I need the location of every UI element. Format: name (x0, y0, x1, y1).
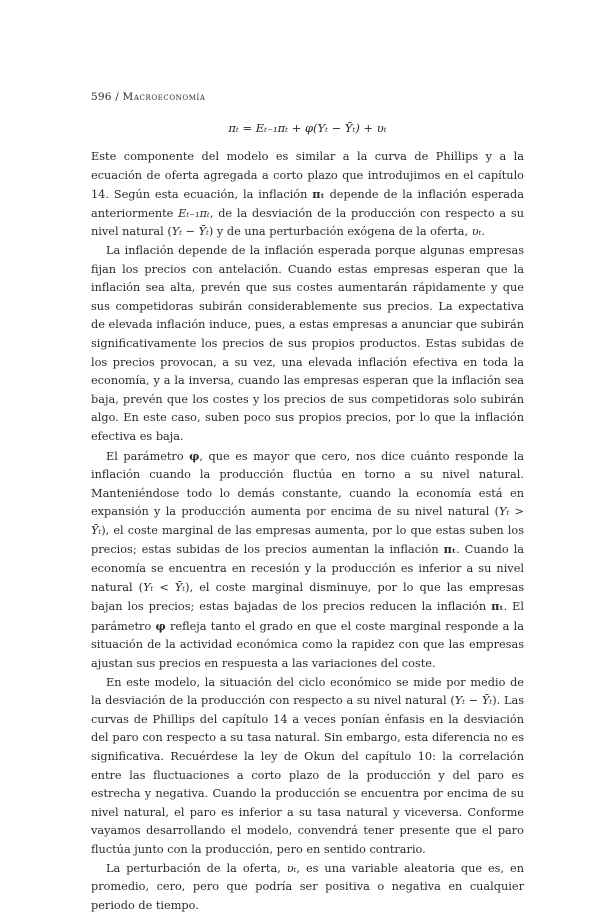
paragraph-3-text-3: ), el coste marginal de las empresas aumenta, por lo que estas suben los precios; estas subidas de los precios aumentan la inflación (91, 523, 524, 557)
running-head-title: Macroeconomía (122, 91, 206, 103)
paragraph-1-text-4: ) y de una perturbación exógena de la oferta, (208, 225, 472, 239)
inflation-symbol: πₜ (443, 542, 457, 557)
output-below-symbol: Yₜ < Ȳₜ (143, 580, 186, 594)
output-gap-symbol: Yₜ − Ȳₜ (454, 694, 493, 708)
paragraph-3-text-2: , que es mayor que cero, nos dice cuánto responde la inflación cuando la producción fluctúa en torno a su nivel natural. Manteniéndose todo lo demás constante, cuando la economía está en expansión y la producción aumenta por encima de su nivel natural ( (91, 449, 524, 519)
phillips-equation: πₜ = Eₜ₋₁πₜ + φ(Yₜ − Ȳₜ) + υₜ (228, 121, 387, 135)
paragraph-3-text-7: refleja tanto el grado en que el coste marginal responde a la situación de la actividad económica como la rapidez con que las empresas ajustan sus precios en respuesta a las variaciones del coste. (91, 619, 524, 671)
paragraph-1-text-1: Este componente del modelo es similar a la curva de Phillips y a la ecuación de oferta agregada a corto plazo que introdujimos en el capítulo 14. Según esta ecuación, la inflación (91, 150, 524, 202)
paragraph-3 (91, 447, 524, 674)
inflation-symbol: πₜ (491, 599, 504, 614)
paragraph-5 (91, 860, 524, 915)
paragraph-1-text-2: depende de la inflación esperada anteriormente (91, 188, 524, 220)
paragraph-3-text-1: El parámetro (106, 449, 190, 463)
paragraph-1 (91, 148, 524, 242)
running-head-separator: / (111, 91, 123, 103)
paragraph-1-text-3: , de la desviación de la producción con respecto a su nivel natural ( (91, 206, 524, 239)
paragraph-1-text-5: . (481, 225, 485, 239)
paragraph-5-text-2: , es una variable aleatoria que es, en promedio, cero, pero que podría ser positiva o negativa en cualquier periodo de tiempo. (91, 861, 524, 912)
expected-inflation-symbol: Eₜ₋₁πₜ (178, 206, 210, 220)
paragraph-4-text-2: ). Las curvas de Phillips del capítulo 14 a veces ponían énfasis en la desviación del paro con respecto a su tasa natural. Sin embargo, esta diferencia no es significativa. Recuérdese la ley de Okun del capítulo 10: la correlación entre las fluctuaciones a corto plazo de la producción y del paro es estrecha y negativa. Cuando la producción se encuentra por encima de su nivel natural, el paro es inferior a su tasa natural y viceversa. Conforme vayamos desarrollando el modelo, convendrá tener presente que el paro fluctúa junto con la producción, pero en sentido contrario. (91, 694, 525, 856)
paragraph-3-text-4: . Cuando la economía se encuentra en recesión y la producción es inferior a su nivel natural ( (91, 543, 524, 594)
output-gap-symbol: Yₜ − Ȳₜ (171, 225, 209, 239)
paragraph-5-text-1: La perturbación de la oferta, (106, 861, 287, 875)
paragraph-2: La inflación depende de la inflación esperada porque algunas empresas fijan los precios con antelación. Cuando estas empresas esperan que la inflación sea alta, prevén que sus costes aumentarán rápidamente y que sus competidoras subirán considerablemente sus precios. La expectativa de elevada inflación induce, pues, a estas empresas a anunciar que subirán significativamente los precios de sus propios productos. Estas subidas de los precios provocan, a su vez, una elevada inflación efectiva en toda la economía, y a la inversa, cuando las empresas esperan que la inflación sea baja, prevén que los costes y los precios de sus competidoras solo subirán algo. En este caso, suben poco sus propios precios, por lo que la inflación efectiva es baja. (91, 243, 524, 443)
paragraph-4-text-1: En este modelo, la situación del ciclo económico se mide por medio de la desviación de la producción con respecto a su nivel natural ( (91, 675, 524, 708)
running-head (91, 91, 206, 103)
paragraph-3-text-5: ), el coste marginal disminuye, por lo que las empresas bajan los precios; estas bajadas de los precios reducen la inflación (91, 580, 524, 614)
phi-symbol: φ (189, 448, 200, 463)
body-text (91, 148, 524, 915)
phi-symbol: φ (155, 618, 166, 633)
page-number: 596 (91, 91, 112, 103)
supply-shock-symbol: υₜ (471, 225, 482, 239)
paragraph-3-text-6: . El parámetro (91, 600, 524, 633)
supply-shock-symbol: υₜ (286, 861, 297, 875)
inflation-symbol: πₜ (312, 187, 325, 202)
output-above-symbol: Yₜ > Ȳₜ (91, 505, 524, 537)
paragraph-4 (91, 674, 524, 860)
